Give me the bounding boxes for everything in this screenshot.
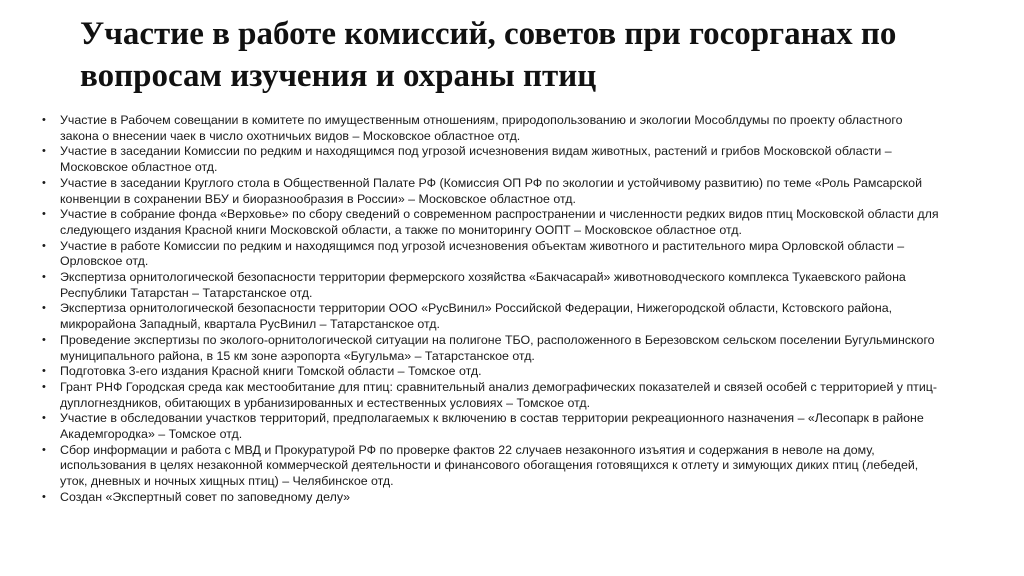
list-item-text: Участие в заседании Круглого стола в Общественной Палате РФ (Комиссия ОП РФ по экологии и устойчивому развитию) по теме «Роль Рамсарской конвенции в сохранении ВБУ и биоразнообразия в России» – Московское областное отд. xyxy=(60,175,922,206)
bullet-marker: • xyxy=(42,176,46,189)
list-item-text: Подготовка 3-его издания Красной книги Томской области – Томское отд. xyxy=(60,364,482,379)
list-item xyxy=(42,380,942,411)
list-item-text: Проведение экспертизы по эколого-орнитологической ситуации на полигоне ТБО, расположенного в Березовском сельском поселении Бугульминского муниципального района, в 15 км зоне аэропорта «Бугульма» – Татарстанское отд. xyxy=(60,332,935,363)
bullet-marker: • xyxy=(42,271,46,284)
list-item xyxy=(42,490,942,506)
bullet-marker: • xyxy=(42,365,46,378)
bullet-marker: • xyxy=(42,333,46,346)
bullet-marker: • xyxy=(42,114,46,126)
list-item xyxy=(42,364,942,380)
list-item-text: Создан «Экспертный совет по заповедному делу» xyxy=(60,489,351,504)
list-item xyxy=(42,144,942,175)
list-item-text: Грант РНФ Городская среда как местообитание для птиц: сравнительный анализ демографических показателей и связей особей с территорией у птиц-дуплогнездников, обитающих в урбанизированных и естественных условиях – Томское отд. xyxy=(60,379,937,410)
list-item-text: Сбор информации и работа с МВД и Прокуратурой РФ по проверке фактов 22 случаев незаконного изъятия и содержания в неволе на дому, использования в целях незаконной коммерческой деятельности и финансового обогащения готовящихся к отлету и зимующих диких птиц (лебедей, уток, дневных и ночных хищных птиц) – Челябинское отд. xyxy=(60,442,919,489)
list-item xyxy=(42,113,942,144)
list-item xyxy=(42,270,942,301)
list-item-text: Участие в заседании Комиссии по редким и находящимся под угрозой исчезновения видам животных, растений и грибов Московской области – Московское областное отд. xyxy=(60,144,892,175)
list-item xyxy=(42,443,942,490)
bullet-marker: • xyxy=(42,239,46,252)
list-item-text: Участие в обследовании участков территорий, предполагаемых к включению в состав территории рекреационного назначения – «Лесопарк в районе Академгородка» – Томское отд. xyxy=(60,411,924,442)
list-item xyxy=(42,176,942,207)
list-item xyxy=(42,333,942,364)
list-item xyxy=(42,411,942,442)
list-item-text: Экспертиза орнитологической безопасности территории ООО «РусВинил» Российской Федерации, Нижегородской области, Кстовского района, микрорайона Западный, квартала РусВинил – Татарстанское отд. xyxy=(60,301,893,332)
bullet-list xyxy=(42,113,942,506)
list-item xyxy=(42,301,942,332)
list-item xyxy=(42,239,942,270)
bullet-marker: • xyxy=(42,380,46,393)
list-item-text: Участие в собрание фонда «Верховье» по сбору сведений о современном распространении и численности редких видов птиц Московской области для следующего издания Красной книги Московской области, а также по мониторингу ООПТ – Московское областное отд. xyxy=(60,207,939,237)
slide-title: Участие в работе комиссий, советов при госорганах по вопросам изучения и охраны птиц xyxy=(80,16,897,94)
bullet-marker: • xyxy=(42,443,46,456)
bullet-marker: • xyxy=(42,490,46,503)
list-item xyxy=(42,207,942,238)
bullet-marker: • xyxy=(42,208,46,221)
bullet-marker: • xyxy=(42,302,46,315)
list-item-text: Экспертиза орнитологической безопасности территории фермерского хозяйства «Бакчасарай» животноводческого комплекса Тукаевского района Республики Татарстан – Татарстанское отд. xyxy=(60,270,906,300)
bullet-marker: • xyxy=(42,145,46,158)
bullet-marker: • xyxy=(42,412,46,425)
list-item-text: Участие в Рабочем совещании в комитете по имущественным отношениям, природопользованию и экологии Мособлдумы по проекту областного закона о внесении чаек в число охотничьих видов – Московское областное отд. xyxy=(60,113,903,143)
list-item-text: Участие в работе Комиссии по редким и находящимся под угрозой исчезновения объектам животного и растительного мира Орловской области – Орловское отд. xyxy=(60,238,905,269)
